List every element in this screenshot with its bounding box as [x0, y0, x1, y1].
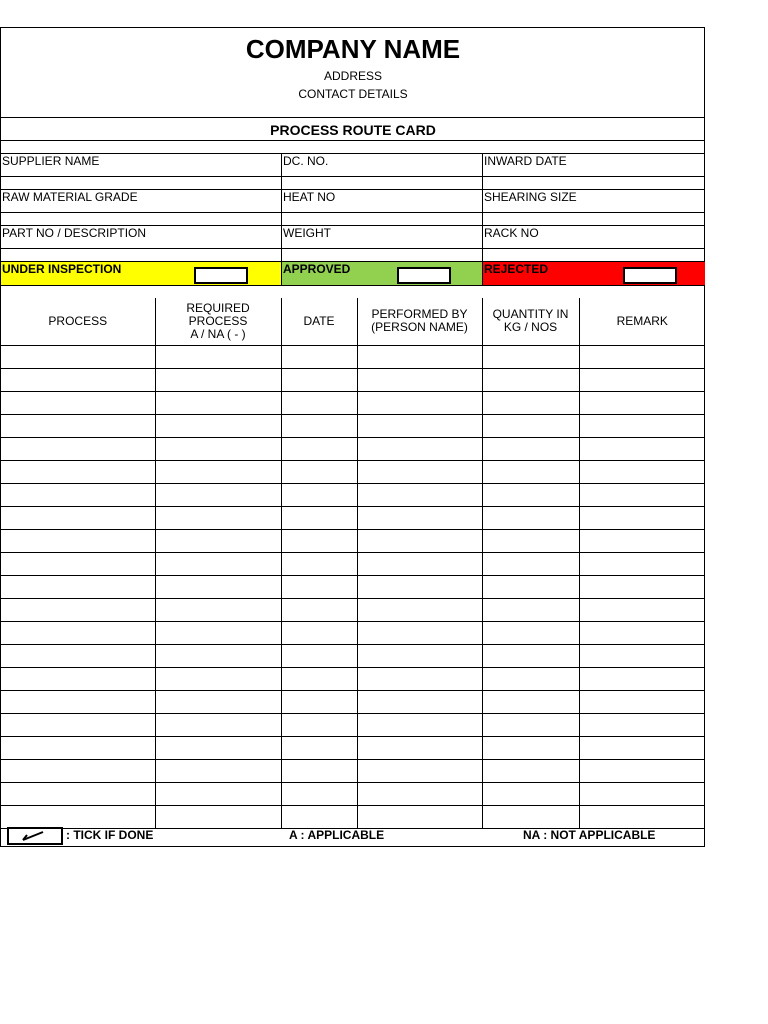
process-cell[interactable] [1, 805, 155, 828]
process-cell[interactable] [1, 575, 155, 598]
process-cell[interactable] [1, 414, 155, 437]
process-cell[interactable] [1, 713, 155, 736]
divider [1, 212, 705, 213]
remark-cell[interactable] [579, 368, 705, 391]
quantity-cell[interactable] [482, 575, 579, 598]
quantity-cell[interactable] [482, 414, 579, 437]
date-cell[interactable] [281, 368, 357, 391]
process-cell[interactable] [1, 759, 155, 782]
table-row [1, 805, 705, 828]
performed-by-cell[interactable] [357, 506, 482, 529]
process-cell[interactable] [1, 690, 155, 713]
date-cell[interactable] [281, 345, 357, 368]
weight-field[interactable]: WEIGHT [283, 226, 331, 240]
quantity-cell[interactable] [482, 667, 579, 690]
table-row [1, 345, 705, 368]
table-row [1, 736, 705, 759]
remark-cell[interactable] [579, 667, 705, 690]
table-row [1, 598, 705, 621]
table-row [1, 529, 705, 552]
date-cell[interactable] [281, 782, 357, 805]
date-cell[interactable] [281, 529, 357, 552]
remark-cell[interactable] [579, 552, 705, 575]
performed-by-cell[interactable] [357, 552, 482, 575]
date-header: DATE [281, 298, 357, 345]
process-cell[interactable] [1, 483, 155, 506]
rack-no-field[interactable]: RACK NO [484, 226, 539, 240]
quantity-header: QUANTITY IN KG / NOS [482, 298, 579, 345]
remark-cell[interactable] [579, 736, 705, 759]
required-cell[interactable] [155, 575, 281, 598]
required-cell[interactable] [155, 805, 281, 828]
performed-by-cell[interactable] [357, 483, 482, 506]
dc-no-field[interactable]: DC. NO. [283, 154, 329, 168]
process-cell[interactable] [1, 437, 155, 460]
part-no-field[interactable]: PART NO / DESCRIPTION [2, 226, 147, 240]
date-cell[interactable] [281, 759, 357, 782]
required-cell[interactable] [155, 690, 281, 713]
date-cell[interactable] [281, 414, 357, 437]
performed-by-cell[interactable] [357, 368, 482, 391]
table-row [1, 506, 705, 529]
remark-header: REMARK [579, 298, 705, 345]
table-row [1, 368, 705, 391]
remark-cell[interactable] [579, 690, 705, 713]
quantity-cell[interactable] [482, 483, 579, 506]
date-cell[interactable] [281, 736, 357, 759]
date-cell[interactable] [281, 437, 357, 460]
table-row [1, 667, 705, 690]
performed-by-cell[interactable] [357, 667, 482, 690]
date-cell[interactable] [281, 552, 357, 575]
performed-by-cell[interactable] [357, 644, 482, 667]
remark-cell[interactable] [579, 437, 705, 460]
divider [1, 176, 705, 177]
performed-by-cell[interactable] [357, 782, 482, 805]
table-row [1, 644, 705, 667]
performed-by-cell[interactable] [357, 391, 482, 414]
table-row [1, 391, 705, 414]
process-cell[interactable] [1, 345, 155, 368]
route-card-sheet [0, 27, 705, 847]
required-cell[interactable] [155, 713, 281, 736]
performed-by-cell[interactable] [357, 598, 482, 621]
process-cell[interactable] [1, 529, 155, 552]
card-title: PROCESS ROUTE CARD [270, 122, 436, 138]
remark-cell[interactable] [579, 713, 705, 736]
divider [1, 153, 705, 154]
divider [1, 248, 705, 249]
required-cell[interactable] [155, 414, 281, 437]
company-name: COMPANY NAME [245, 34, 461, 64]
address: ADDRESS [323, 69, 382, 83]
required-cell[interactable] [155, 529, 281, 552]
quantity-cell[interactable] [482, 552, 579, 575]
table-row [1, 759, 705, 782]
required-cell[interactable] [155, 391, 281, 414]
remark-cell[interactable] [579, 529, 705, 552]
quantity-cell[interactable] [482, 345, 579, 368]
remark-cell[interactable] [579, 345, 705, 368]
date-cell[interactable] [281, 506, 357, 529]
table-row [1, 690, 705, 713]
process-cell[interactable] [1, 667, 155, 690]
performed-by-cell[interactable] [357, 736, 482, 759]
table-body [1, 345, 705, 828]
required-cell[interactable] [155, 506, 281, 529]
process-cell[interactable] [1, 644, 155, 667]
performed-by-cell[interactable] [357, 575, 482, 598]
tick-icon [9, 829, 61, 843]
process-cell[interactable] [1, 460, 155, 483]
raw-material-grade-field[interactable]: RAW MATERIAL GRADE [2, 190, 138, 204]
shearing-size-field[interactable]: SHEARING SIZE [484, 190, 577, 204]
remark-cell[interactable] [579, 575, 705, 598]
remark-cell[interactable] [579, 598, 705, 621]
remark-cell[interactable] [579, 759, 705, 782]
table-row [1, 713, 705, 736]
table-row [1, 483, 705, 506]
required-cell[interactable] [155, 598, 281, 621]
process-cell[interactable] [1, 552, 155, 575]
process-cell[interactable] [1, 391, 155, 414]
performed-by-cell[interactable] [357, 690, 482, 713]
date-cell[interactable] [281, 667, 357, 690]
divider [1, 140, 705, 141]
quantity-cell[interactable] [482, 644, 579, 667]
table-row [1, 621, 705, 644]
table-row [1, 552, 705, 575]
table-row [1, 782, 705, 805]
required-cell[interactable] [155, 552, 281, 575]
quantity-cell[interactable] [482, 805, 579, 828]
required-cell[interactable] [155, 736, 281, 759]
required-cell[interactable] [155, 644, 281, 667]
process-cell[interactable] [1, 598, 155, 621]
quantity-cell[interactable] [482, 736, 579, 759]
quantity-cell[interactable] [482, 506, 579, 529]
remark-cell[interactable] [579, 506, 705, 529]
process-cell[interactable] [1, 621, 155, 644]
quantity-cell[interactable] [482, 529, 579, 552]
process-table [1, 298, 705, 829]
date-cell[interactable] [281, 690, 357, 713]
table-row [1, 460, 705, 483]
remark-cell[interactable] [579, 391, 705, 414]
required-cell[interactable] [155, 621, 281, 644]
quantity-cell[interactable] [482, 759, 579, 782]
table-header-row [1, 298, 705, 345]
legend-tick-label: : TICK IF DONE [66, 828, 154, 842]
table-row [1, 414, 705, 437]
quantity-cell[interactable] [482, 460, 579, 483]
remark-cell[interactable] [579, 483, 705, 506]
required-cell[interactable] [155, 437, 281, 460]
required-cell[interactable] [155, 345, 281, 368]
quantity-cell[interactable] [482, 598, 579, 621]
heat-no-field[interactable]: HEAT NO [283, 190, 336, 204]
performed-by-cell[interactable] [357, 759, 482, 782]
quantity-cell[interactable] [482, 437, 579, 460]
legend-not-applicable: NA : NOT APPLICABLE [523, 828, 656, 842]
date-cell[interactable] [281, 598, 357, 621]
divider [482, 153, 483, 285]
date-cell[interactable] [281, 644, 357, 667]
table-row [1, 437, 705, 460]
rejected-label: REJECTED [484, 262, 549, 276]
performed-by-cell[interactable] [357, 345, 482, 368]
required-cell[interactable] [155, 782, 281, 805]
quantity-cell[interactable] [482, 621, 579, 644]
remark-cell[interactable] [579, 644, 705, 667]
performed-by-cell[interactable] [357, 713, 482, 736]
required-cell[interactable] [155, 368, 281, 391]
table-row [1, 575, 705, 598]
remark-cell[interactable] [579, 782, 705, 805]
quantity-cell[interactable] [482, 391, 579, 414]
under-inspection-label: UNDER INSPECTION [2, 262, 122, 276]
performed-by-cell[interactable] [357, 621, 482, 644]
required-cell[interactable] [155, 667, 281, 690]
remark-cell[interactable] [579, 805, 705, 828]
inward-date-field[interactable]: INWARD DATE [484, 154, 567, 168]
date-cell[interactable] [281, 621, 357, 644]
quantity-cell[interactable] [482, 690, 579, 713]
approved-label: APPROVED [283, 262, 351, 276]
performed-by-cell[interactable] [357, 414, 482, 437]
performed-by-header: PERFORMED BY (PERSON NAME) [357, 298, 482, 345]
remark-cell[interactable] [579, 621, 705, 644]
supplier-name-field[interactable]: SUPPLIER NAME [2, 154, 100, 168]
quantity-cell[interactable] [482, 782, 579, 805]
date-cell[interactable] [281, 805, 357, 828]
divider [281, 153, 282, 285]
performed-by-cell[interactable] [357, 529, 482, 552]
date-cell[interactable] [281, 391, 357, 414]
process-cell[interactable] [1, 782, 155, 805]
date-cell[interactable] [281, 483, 357, 506]
date-cell[interactable] [281, 713, 357, 736]
performed-by-cell[interactable] [357, 805, 482, 828]
required-cell[interactable] [155, 483, 281, 506]
quantity-cell[interactable] [482, 713, 579, 736]
required-cell[interactable] [155, 460, 281, 483]
performed-by-cell[interactable] [357, 460, 482, 483]
process-cell[interactable] [1, 368, 155, 391]
remark-cell[interactable] [579, 414, 705, 437]
required-process-header: REQUIRED PROCESS A / NA ( - ) [155, 298, 281, 345]
tick-sample-box [7, 827, 63, 845]
process-header: PROCESS [1, 298, 155, 345]
quantity-cell[interactable] [482, 368, 579, 391]
divider [1, 285, 705, 286]
performed-by-cell[interactable] [357, 437, 482, 460]
required-cell[interactable] [155, 759, 281, 782]
legend-applicable: A : APPLICABLE [289, 828, 385, 842]
date-cell[interactable] [281, 460, 357, 483]
rejected-checkbox[interactable] [623, 267, 677, 284]
date-cell[interactable] [281, 575, 357, 598]
contact-details: CONTACT DETAILS [298, 87, 408, 101]
divider [1, 117, 705, 118]
process-cell[interactable] [1, 736, 155, 759]
approved-checkbox[interactable] [397, 267, 451, 284]
remark-cell[interactable] [579, 460, 705, 483]
process-cell[interactable] [1, 506, 155, 529]
under-inspection-checkbox[interactable] [194, 267, 248, 284]
